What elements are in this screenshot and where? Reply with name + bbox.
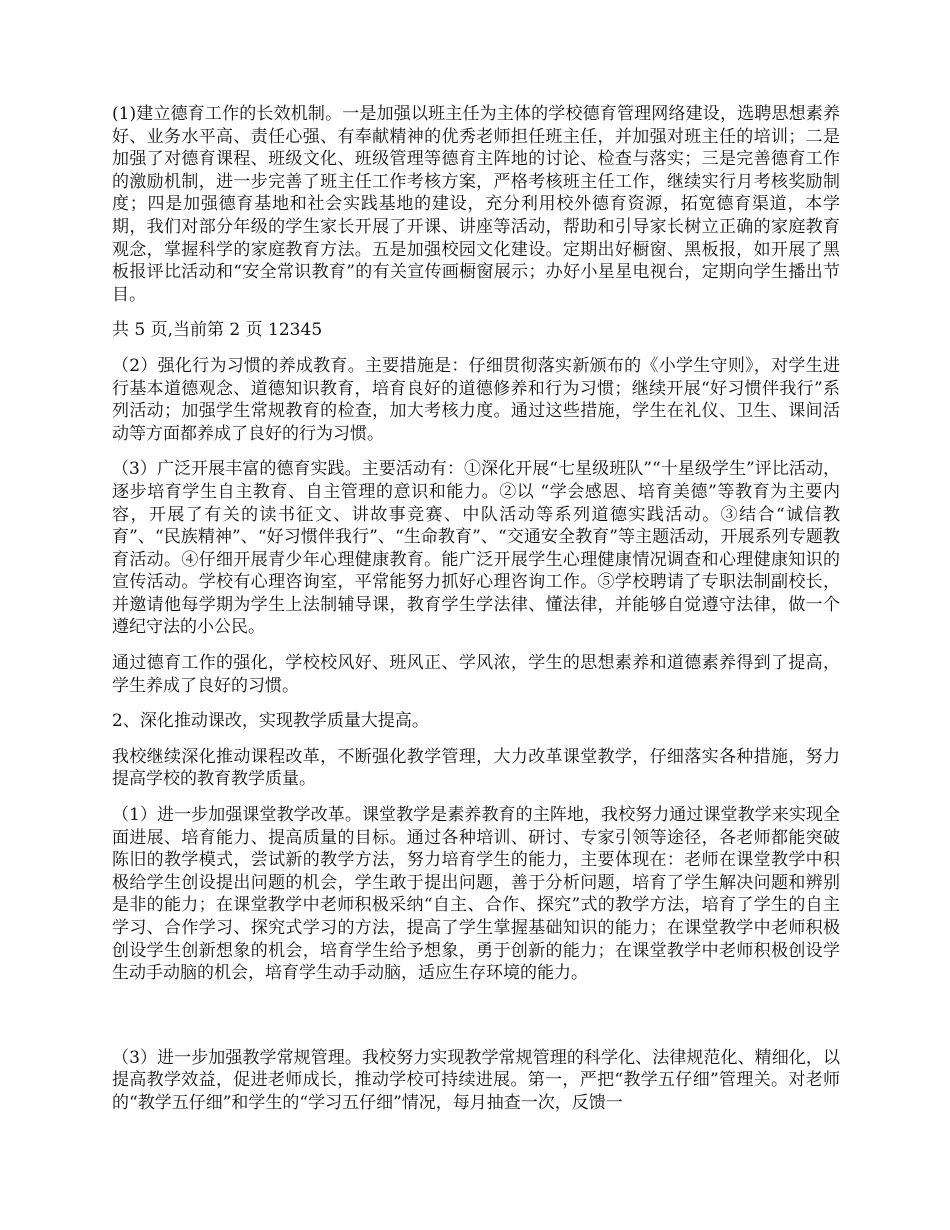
paragraph-teaching-routine: （3）进一步加强教学常规管理。我校努力实现教学常规管理的科学化、法律规范化、精细化，以提高教学效益，促进老师成长，推动学校可持续进展。第一，严把“教学五仔细”管理关。对老师的“教学五仔细”和学生的“学习五仔细”情况，每月抽查一次，反馈一 bbox=[112, 1047, 840, 1113]
document-body bbox=[112, 103, 840, 1128]
paragraph-moral-mechanism: (1)建立德育工作的长效机制。一是加强以班主任为主体的学校德育管理网络建设，选聘思想素养好、业务水平高、责任心强、有奉献精神的优秀老师担任班主任，并加强对班主任的培训；二是加强了对德育课程、班级文化、班级管理等德育主阵地的讨论、检查与落实；三是完善德育工作的激励机制，进一步完善了班主任工作考核方案，严格考核班主任工作，继续实行月考核奖励制度；四是加强德育基地和社会实践基地的建设，充分利用校外德育资源，拓宽德育渠道，本学期，我们对部分年级的学生家长开展了开课、讲座等活动，帮助和引导家长树立正确的家庭教育观念，掌握科学的家庭教育方法。五是加强校园文化建设。定期出好橱窗、黑板报，如开展了黑板报评比活动和“安全常识教育”的有关宣传画橱窗展示；办好小星星电视台，定期向学生播出节目。 bbox=[112, 104, 840, 305]
section-heading-curriculum-reform: 2、深化推动课改，实现教学质量大提高。 bbox=[112, 711, 429, 732]
paragraph-curriculum-intro: 我校继续深化推动课程改革，不断强化教学管理，大力改革课堂教学，仔细落实各种措施，努力提高学校的教育教学质量。 bbox=[112, 746, 840, 790]
paragraph-behavior-habits: （2）强化行为习惯的养成教育。主要措施是：仔细贯彻落实新颁布的《小学生守则》，对学生进行基本道德观念、道德知识教育，培育良好的道德修养和行为习惯；继续开展“好习惯伴我行”系列活动；加强学生常规教育的检查，加大考核力度。通过这些措施，学生在礼仪、卫生、课间活动等方面都养成了良好的行为习惯。 bbox=[112, 355, 840, 444]
paragraph-moral-summary: 通过德育工作的强化，学校校风好、班风正、学风浓，学生的思想素养和道德素养得到了提高，学生养成了良好的习惯。 bbox=[112, 653, 840, 696]
paragraph-classroom-reform: （1）进一步加强课堂教学改革。课堂教学是素养教育的主阵地，我校努力通过课堂教学来实现全面进展、培育能力、提高质量的目标。通过各种培训、研讨、专家引领等途径，各老师都能突破陈旧的教学模式，尝试新的教学方法，努力培育学生的能力，主要体现在：老师在课堂教学中积极给学生创设提出问题的机会，学生敢于提出问题，善于分析问题，培育了学生解决问题和辨别是非的能力；在课堂教学中老师积极采纳“自主、合作、探究”式的教学方法，培育了学生的自主学习、合作学习、探究式学习的方法，提高了学生掌握基础知识的能力；在课堂教学中老师积极创设学生创新想象的机会，培育学生给予想象，勇于创新的能力；在课堂教学中老师积极创设学生动手动脑的机会，培育学生动手动脑，适应生存环境的能力。 bbox=[112, 805, 840, 984]
page-indicator: 共 5 页,当前第 2 页 12345 bbox=[112, 320, 323, 341]
paragraph-moral-practice: （3）广泛开展丰富的德育实践。主要活动有：①深化开展“七星级班队”“十星级学生”评比活动，逐步培育学生自主教育、自主管理的意识和能力。②以 “学会感恩、培育美德”等教育为主要内容，开展了有关的读书征文、讲故事竞赛、中队活动等系列道德实践活动。③结合“诚信教育”、“民族精神”、“好习惯伴我行”、“生命教育”、“交通安全教育”等主题活动，开展系列专题教育活动。④仔细开展青少年心理健康教育。能广泛开展学生心理健康情况调查和心理健康知识的宣传活动。学校有心理咨询室，平常能努力抓好心理咨询工作。⑤学校聘请了专职法制副校长，并邀请他每学期为学生上法制辅导课，教育学生学法律、懂法律，并能够自觉遵守法律，做一个遵纪守法的小公民。 bbox=[112, 459, 840, 638]
